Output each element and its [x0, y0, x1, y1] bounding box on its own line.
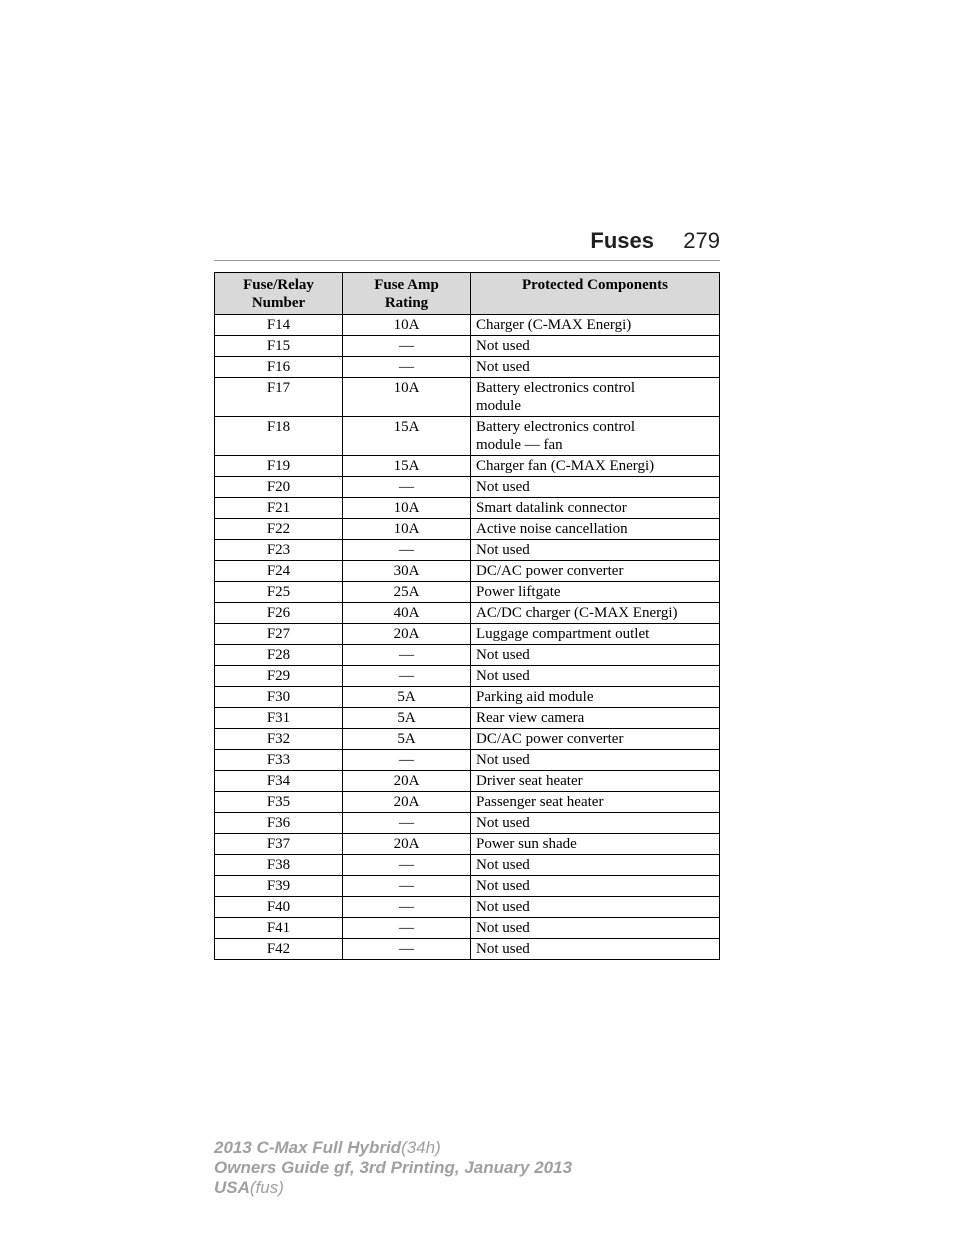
page-header	[214, 228, 720, 261]
cell-protected-components: Not used	[471, 876, 720, 897]
table-row	[215, 939, 720, 960]
cell-fuse-number: F38	[215, 855, 343, 876]
table-row	[215, 336, 720, 357]
cell-fuse-number: F37	[215, 834, 343, 855]
cell-amp-rating: 10A	[343, 498, 471, 519]
table-row	[215, 834, 720, 855]
column-header-line: Fuse Amp	[374, 277, 439, 293]
cell-fuse-number: F19	[215, 456, 343, 477]
cell-fuse-number: F26	[215, 603, 343, 624]
cell-amp-rating: 10A	[343, 519, 471, 540]
cell-amp-rating: 25A	[343, 582, 471, 603]
cell-protected-components: Luggage compartment outlet	[471, 624, 720, 645]
cell-amp-rating: 15A	[343, 456, 471, 477]
column-header-line: Fuse/Relay	[243, 277, 314, 293]
footer-line-3	[214, 1178, 572, 1198]
section-title: Fuses	[590, 228, 654, 253]
cell-protected-components: Not used	[471, 939, 720, 960]
table-row	[215, 855, 720, 876]
cell-amp-rating: 5A	[343, 729, 471, 750]
footer-model: 2013 C-Max Full Hybrid	[214, 1138, 402, 1157]
cell-protected-components: Parking aid module	[471, 687, 720, 708]
cell-fuse-number: F23	[215, 540, 343, 561]
cell-protected-components: Battery electronics control module — fan	[471, 417, 720, 456]
cell-amp-rating: —	[343, 813, 471, 834]
cell-fuse-number: F40	[215, 897, 343, 918]
cell-fuse-number: F31	[215, 708, 343, 729]
cell-protected-components: Active noise cancellation	[471, 519, 720, 540]
column-header-fuse-number	[215, 273, 343, 315]
page-number: 279	[683, 228, 720, 253]
cell-amp-rating: 10A	[343, 378, 471, 417]
cell-amp-rating: 20A	[343, 771, 471, 792]
cell-fuse-number: F32	[215, 729, 343, 750]
cell-protected-components: Not used	[471, 540, 720, 561]
table-row	[215, 771, 720, 792]
cell-fuse-number: F29	[215, 666, 343, 687]
table-row	[215, 813, 720, 834]
cell-protected-components: Not used	[471, 477, 720, 498]
table-row	[215, 876, 720, 897]
cell-amp-rating: 5A	[343, 687, 471, 708]
cell-amp-rating: 20A	[343, 834, 471, 855]
cell-fuse-number: F15	[215, 336, 343, 357]
cell-fuse-number: F21	[215, 498, 343, 519]
cell-fuse-number: F30	[215, 687, 343, 708]
footer-line-2: Owners Guide gf, 3rd Printing, January 2013	[214, 1158, 573, 1177]
column-header-line: Protected Components	[522, 277, 668, 293]
cell-fuse-number: F35	[215, 792, 343, 813]
cell-protected-components: Not used	[471, 918, 720, 939]
table-row	[215, 378, 720, 417]
cell-amp-rating: 30A	[343, 561, 471, 582]
cell-amp-rating: —	[343, 918, 471, 939]
cell-fuse-number: F22	[215, 519, 343, 540]
cell-protected-components: Rear view camera	[471, 708, 720, 729]
cell-amp-rating: 5A	[343, 708, 471, 729]
cell-protected-components: Not used	[471, 357, 720, 378]
cell-protected-components: Battery electronics control module	[471, 378, 720, 417]
cell-fuse-number: F16	[215, 357, 343, 378]
table-row	[215, 477, 720, 498]
fuse-table	[214, 272, 720, 960]
footer-market-code: (fus)	[249, 1178, 284, 1197]
cell-amp-rating: 15A	[343, 417, 471, 456]
cell-fuse-number: F33	[215, 750, 343, 771]
cell-fuse-number: F27	[215, 624, 343, 645]
table-row	[215, 897, 720, 918]
cell-protected-components: Not used	[471, 645, 720, 666]
cell-amp-rating: —	[343, 645, 471, 666]
table-row	[215, 918, 720, 939]
table-row	[215, 750, 720, 771]
table-row	[215, 519, 720, 540]
cell-protected-components: Not used	[471, 666, 720, 687]
table-row	[215, 315, 720, 336]
cell-fuse-number: F42	[215, 939, 343, 960]
cell-protected-components: Power sun shade	[471, 834, 720, 855]
footer-model-code: (34h)	[401, 1138, 441, 1157]
cell-protected-components: Passenger seat heater	[471, 792, 720, 813]
table-row	[215, 540, 720, 561]
cell-fuse-number: F20	[215, 477, 343, 498]
cell-fuse-number: F24	[215, 561, 343, 582]
table-row	[215, 357, 720, 378]
cell-fuse-number: F34	[215, 771, 343, 792]
cell-protected-components: Not used	[471, 750, 720, 771]
table-header-row	[215, 273, 720, 315]
cell-amp-rating: —	[343, 477, 471, 498]
column-header-line: Number	[251, 295, 306, 311]
table-row	[215, 603, 720, 624]
footer-line-1	[214, 1138, 572, 1158]
table-row	[215, 666, 720, 687]
column-header-amp-rating	[343, 273, 471, 315]
cell-protected-components: Power liftgate	[471, 582, 720, 603]
cell-amp-rating: 40A	[343, 603, 471, 624]
cell-amp-rating: —	[343, 750, 471, 771]
cell-fuse-number: F28	[215, 645, 343, 666]
cell-protected-components: DC/AC power converter	[471, 561, 720, 582]
cell-fuse-number: F17	[215, 378, 343, 417]
table-row	[215, 624, 720, 645]
cell-fuse-number: F36	[215, 813, 343, 834]
table-row	[215, 498, 720, 519]
cell-amp-rating: 10A	[343, 315, 471, 336]
cell-fuse-number: F25	[215, 582, 343, 603]
table-row	[215, 729, 720, 750]
cell-protected-components: DC/AC power converter	[471, 729, 720, 750]
cell-amp-rating: —	[343, 855, 471, 876]
cell-protected-components: Charger fan (C-MAX Energi)	[471, 456, 720, 477]
table-row	[215, 561, 720, 582]
cell-amp-rating: —	[343, 336, 471, 357]
table-row	[215, 708, 720, 729]
cell-protected-components: Driver seat heater	[471, 771, 720, 792]
cell-fuse-number: F18	[215, 417, 343, 456]
cell-amp-rating: —	[343, 939, 471, 960]
cell-amp-rating: 20A	[343, 624, 471, 645]
cell-protected-components: AC/DC charger (C-MAX Energi)	[471, 603, 720, 624]
footer-market: USA	[214, 1178, 250, 1197]
cell-protected-components: Not used	[471, 897, 720, 918]
cell-fuse-number: F39	[215, 876, 343, 897]
table-row	[215, 645, 720, 666]
cell-amp-rating: —	[343, 897, 471, 918]
table-row	[215, 417, 720, 456]
cell-amp-rating: —	[343, 540, 471, 561]
document-footer	[214, 1138, 572, 1198]
cell-amp-rating: —	[343, 876, 471, 897]
cell-protected-components: Charger (C-MAX Energi)	[471, 315, 720, 336]
cell-protected-components: Not used	[471, 855, 720, 876]
table-row	[215, 456, 720, 477]
cell-amp-rating: 20A	[343, 792, 471, 813]
table-row	[215, 687, 720, 708]
cell-amp-rating: —	[343, 357, 471, 378]
table-body	[215, 315, 720, 960]
column-header-protected-components	[471, 273, 720, 315]
table-row	[215, 792, 720, 813]
cell-protected-components: Not used	[471, 813, 720, 834]
cell-fuse-number: F14	[215, 315, 343, 336]
table-row	[215, 582, 720, 603]
column-header-line: Rating	[384, 295, 429, 311]
cell-amp-rating: —	[343, 666, 471, 687]
cell-protected-components: Smart datalink connector	[471, 498, 720, 519]
cell-protected-components: Not used	[471, 336, 720, 357]
cell-fuse-number: F41	[215, 918, 343, 939]
